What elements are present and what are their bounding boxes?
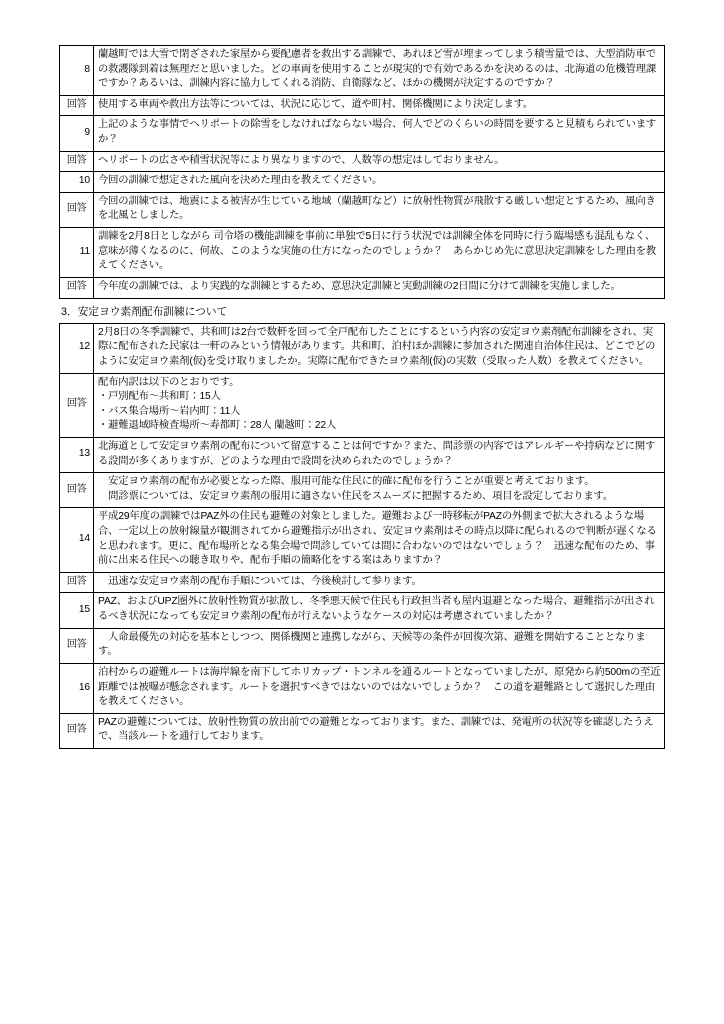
- table-row-answer-8: [60, 95, 665, 116]
- answer-text-14: 迅速な安定ヨウ素剤の配布手順については、今後検討して参ります。: [94, 572, 665, 593]
- qa-table-continued: [59, 45, 665, 299]
- row-number-10: 10: [60, 172, 94, 193]
- table-row-answer-13: [60, 473, 665, 508]
- answer-label-8: 回答: [60, 95, 94, 116]
- table-row-answer-16: [60, 713, 665, 748]
- answer-label-9: 回答: [60, 151, 94, 172]
- question-text-12: 2月8日の冬季訓練で、共和町は2台で数軒を回って全戸配布したことにするという内容の安定ヨウ素剤配布訓練をされ、実際に配布された民家は一軒のみという情報があります。共和町、泊村ほか訓練に参加された関連自治体住民は、どこでどのように安定ヨウ素剤(仮)を受け取りましたか。実際に配布できたヨウ素剤(仮)の実数（受取った人数）を教えてください。: [94, 323, 665, 373]
- question-text-16: 泊村からの避難ルートは海岸線を南下してホリカップ・トンネルを通るルートとなっていましたが、原発から約500mの至近距離では被曝が懸念されます。ルートを選択すべきではないのではないでしょうか？ この道を避難路として選択した理由を教えてください。: [94, 663, 665, 713]
- answer-line: ・戸別配布～共和町：15人: [98, 391, 221, 403]
- row-number-9: 9: [60, 116, 94, 151]
- question-text-11: 訓練を2月8日としながら 司令塔の機能訓練を事前に単独で5日に行う状況では訓練全体を同時に行う臨場感も混乱もなく、意味が薄くなるのに、何故、このような実施の仕方になったのでしょうか？ あらかじめ先に意思決定訓練をした理由を教えてください。: [94, 228, 665, 278]
- answer-text-15: 人命最優先の対応を基本としつつ、関係機関と連携しながら、天候等の条件が回復次第、避難を開始することとなります。: [94, 628, 665, 663]
- table-row-question-13: [60, 437, 665, 472]
- table-row-answer-11: [60, 277, 665, 298]
- table-row-question-12: [60, 323, 665, 373]
- answer-label-14: 回答: [60, 572, 94, 593]
- row-number-12: 12: [60, 323, 94, 373]
- answer-text-11: 今年度の訓練では、より実践的な訓練とするため、意思決定訓練と実動訓練の2日間に分けて訓練を実施しました。: [94, 277, 665, 298]
- answer-text-13: [94, 473, 665, 508]
- table-row-question-16: [60, 663, 665, 713]
- table-row-answer-10: [60, 192, 665, 227]
- row-number-15: 15: [60, 593, 94, 628]
- answer-label-10: 回答: [60, 192, 94, 227]
- answer-text-12: [94, 373, 665, 437]
- table-row-question-9: [60, 116, 665, 151]
- answer-label-12: 回答: [60, 373, 94, 437]
- question-text-9: 上記のような事情でヘリポートの除雪をしなければならない場合、何人でどのくらいの時間を要すると見積もられていますか？: [94, 116, 665, 151]
- answer-text-9: ヘリポートの広さや積雪状況等により異なりますので、人数等の想定はしておりません。: [94, 151, 665, 172]
- qa-table-body: [60, 46, 665, 299]
- question-text-14: 平成29年度の訓練ではPAZ外の住民も避難の対象としました。避難および一時移転がPAZの外側まで拡大されるような場合、一定以上の放射線量が観測されてから避難指示が出され、安定ヨウ素剤はその時点以降に配られるので判断が遅くなると思われます。更に、配布場所となる集会場で問診していては間に合わないのではないでしょう？ 迅速な配布のため、事前に出来る住民への聴き取りや、配布手順の簡略化をする案はありますか？: [94, 508, 665, 572]
- question-text-15: PAZ、およびUPZ圏外に放射性物質が拡散し、冬季悪天候で住民も行政担当者も屋内退避となった場合、避難指示が出されるべき状況になっても安定ヨウ素剤の配布が行えないようなケースの対応は考慮されていましたか？: [94, 593, 665, 628]
- table-row-answer-15: [60, 628, 665, 663]
- qa-table-section-3: [59, 323, 665, 749]
- row-number-8: 8: [60, 46, 94, 96]
- table-row-answer-14: [60, 572, 665, 593]
- answer-text-10: 今回の訓練では、地震による被害が生じている地域（蘭越町など）に放射性物質が飛散する厳しい想定とするため、風向きを北風としました。: [94, 192, 665, 227]
- answer-label-15: 回答: [60, 628, 94, 663]
- answer-line: 問診票については、安定ヨウ素剤の服用に適さない住民をスムーズに把握するため、項目を設定しております。: [98, 490, 614, 502]
- answer-line: 安定ヨウ素剤の配布が必要となった際、服用可能な住民に的確に配布を行うことが重要と考えております。: [98, 476, 595, 488]
- answer-line: 配布内訳は以下のとおりです。: [98, 376, 240, 388]
- answer-label-13: 回答: [60, 473, 94, 508]
- table-row-question-11: [60, 228, 665, 278]
- section-heading-3: 3．安定ヨウ素剤配布訓練について: [61, 305, 228, 318]
- row-number-11: 11: [60, 228, 94, 278]
- table-row-question-15: [60, 593, 665, 628]
- row-number-16: 16: [60, 663, 94, 713]
- table-row-question-10: [60, 172, 665, 193]
- answer-label-16: 回答: [60, 713, 94, 748]
- answer-text-8: 使用する車両や救出方法等については、状況に応じて、道や町村、関係機関により決定します。: [94, 95, 665, 116]
- table-row-answer-9: [60, 151, 665, 172]
- row-number-13: 13: [60, 437, 94, 472]
- answer-text-16: PAZの避難については、放射性物質の放出前での避難となっております。また、訓練では、発電所の状況等を確認したうえで、当該ルートを通行しております。: [94, 713, 665, 748]
- table-row-question-8: [60, 46, 665, 96]
- question-text-13: 北海道として安定ヨウ素剤の配布について留意することは何ですか？また、問診票の内容ではアレルギーや持病などに関する設問が多くありますが、どのような理由で設問を決められたのでしょうか？: [94, 437, 665, 472]
- answer-label-11: 回答: [60, 277, 94, 298]
- question-text-10: 今回の訓練で想定された風向を決めた理由を教えてください。: [94, 172, 665, 193]
- row-number-14: 14: [60, 508, 94, 572]
- qa-table-body-3: [60, 323, 665, 748]
- question-text-8: 蘭越町では大雪で閉ざされた家屋から要配慮者を救出する訓練で、あれほど雪が埋まってしまう積雪量では、大型消防車での救護隊到着は無理だと思いました。どの車両を使用することが現実的で有効であるかを決めるのは、北海道の危機管理課ですか？あるいは、訓練内容に協力してくれる消防、自衛隊など、ほかの機関が決定するのですか？: [94, 46, 665, 96]
- answer-line: ・避難退域時検査場所～寿都町：28人 蘭越町：22人: [98, 420, 337, 432]
- table-row-answer-12: [60, 373, 665, 437]
- table-row-question-14: [60, 508, 665, 572]
- answer-line: ・バス集合場所～岩内町：11人: [98, 405, 241, 417]
